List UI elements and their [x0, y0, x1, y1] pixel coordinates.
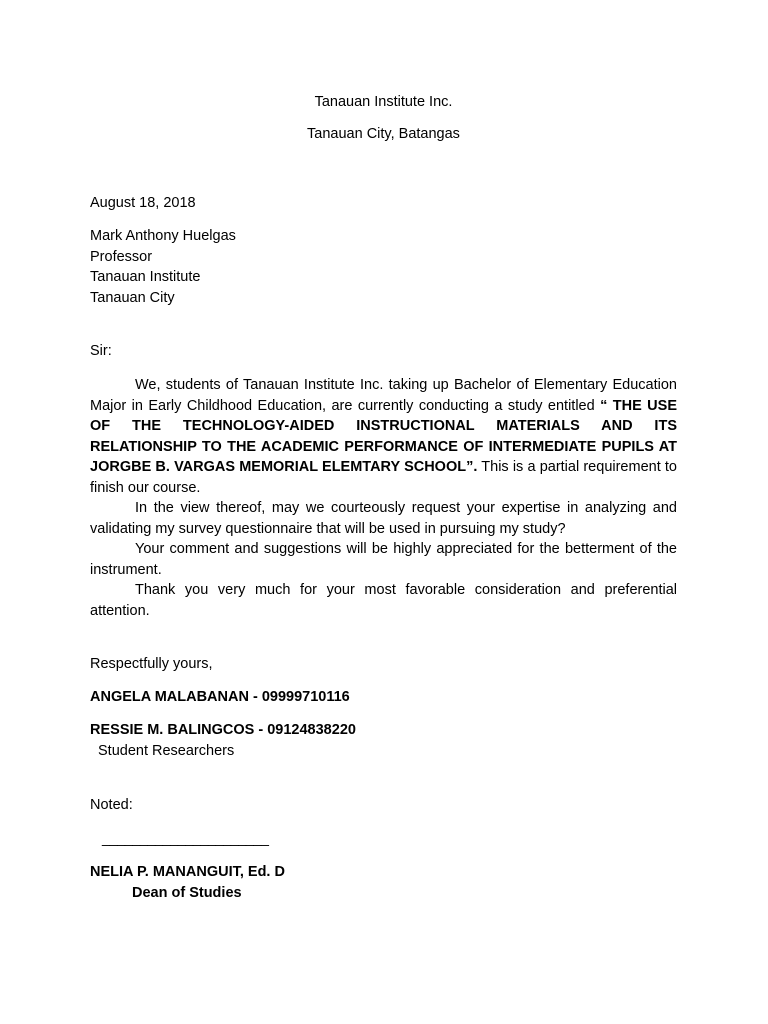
letter-date: August 18, 2018: [90, 195, 196, 211]
salutation: Sir:: [90, 343, 112, 359]
body-paragraph-2: In the view thereof, may we courteously request your expertise in analyzing and validating my survey questionnaire that will be used in pursuing my study?: [90, 500, 677, 537]
body-paragraph-4: Thank you very much for your most favorable consideration and preferential attention.: [90, 582, 677, 619]
recipient-title: Professor: [90, 248, 153, 265]
dean-name: NELIA P. MANANGUIT, Ed. D: [90, 864, 285, 880]
institution-address: Tanauan City, Batangas: [307, 126, 460, 142]
recipient-name: Mark Anthony Huelgas: [90, 228, 236, 244]
recipient-block: [90, 226, 677, 308]
recipient-city: Tanauan City: [90, 289, 175, 306]
signatory-role: Student Researchers: [98, 743, 235, 759]
signatory-student-2: RESSIE M. BALINGCOS - 09124838220: [90, 722, 356, 738]
study-title: “ THE USE OF THE TECHNOLOGY-AIDED INSTRUCTIONAL MATERIALS AND ITS RELATIONSHIP TO THE ACADEMIC PERFORMANCE OF INTERMEDIATE PUPILS AT JORGBE B. VARGAS MEMORIAL ELEMTARY SCHOOL”.: [90, 397, 677, 475]
body-paragraph-1-start: We, students of Tanauan Institute Inc. taking up Bachelor of Elementary Education Major in Early Childhood Education, are currently conducting a study entitled: [90, 377, 677, 414]
closing: Respectfully yours,: [90, 656, 213, 672]
body-paragraph-1-end: This is a partial requirement to finish our course.: [90, 459, 677, 496]
recipient-organization: Tanauan Institute: [90, 269, 201, 285]
dean-role: Dean of Studies: [132, 885, 242, 901]
signature-line: ______________________: [102, 831, 269, 847]
body-paragraph-1: [90, 375, 677, 498]
noted-label: Noted:: [90, 797, 133, 813]
letter-body: [90, 375, 677, 621]
signatory-student-1: ANGELA MALABANAN - 09999710116: [90, 689, 350, 705]
institution-name: Tanauan Institute Inc.: [314, 94, 453, 110]
body-paragraph-3: Your comment and suggestions will be highly appreciated for the betterment of the instrument.: [90, 541, 677, 578]
